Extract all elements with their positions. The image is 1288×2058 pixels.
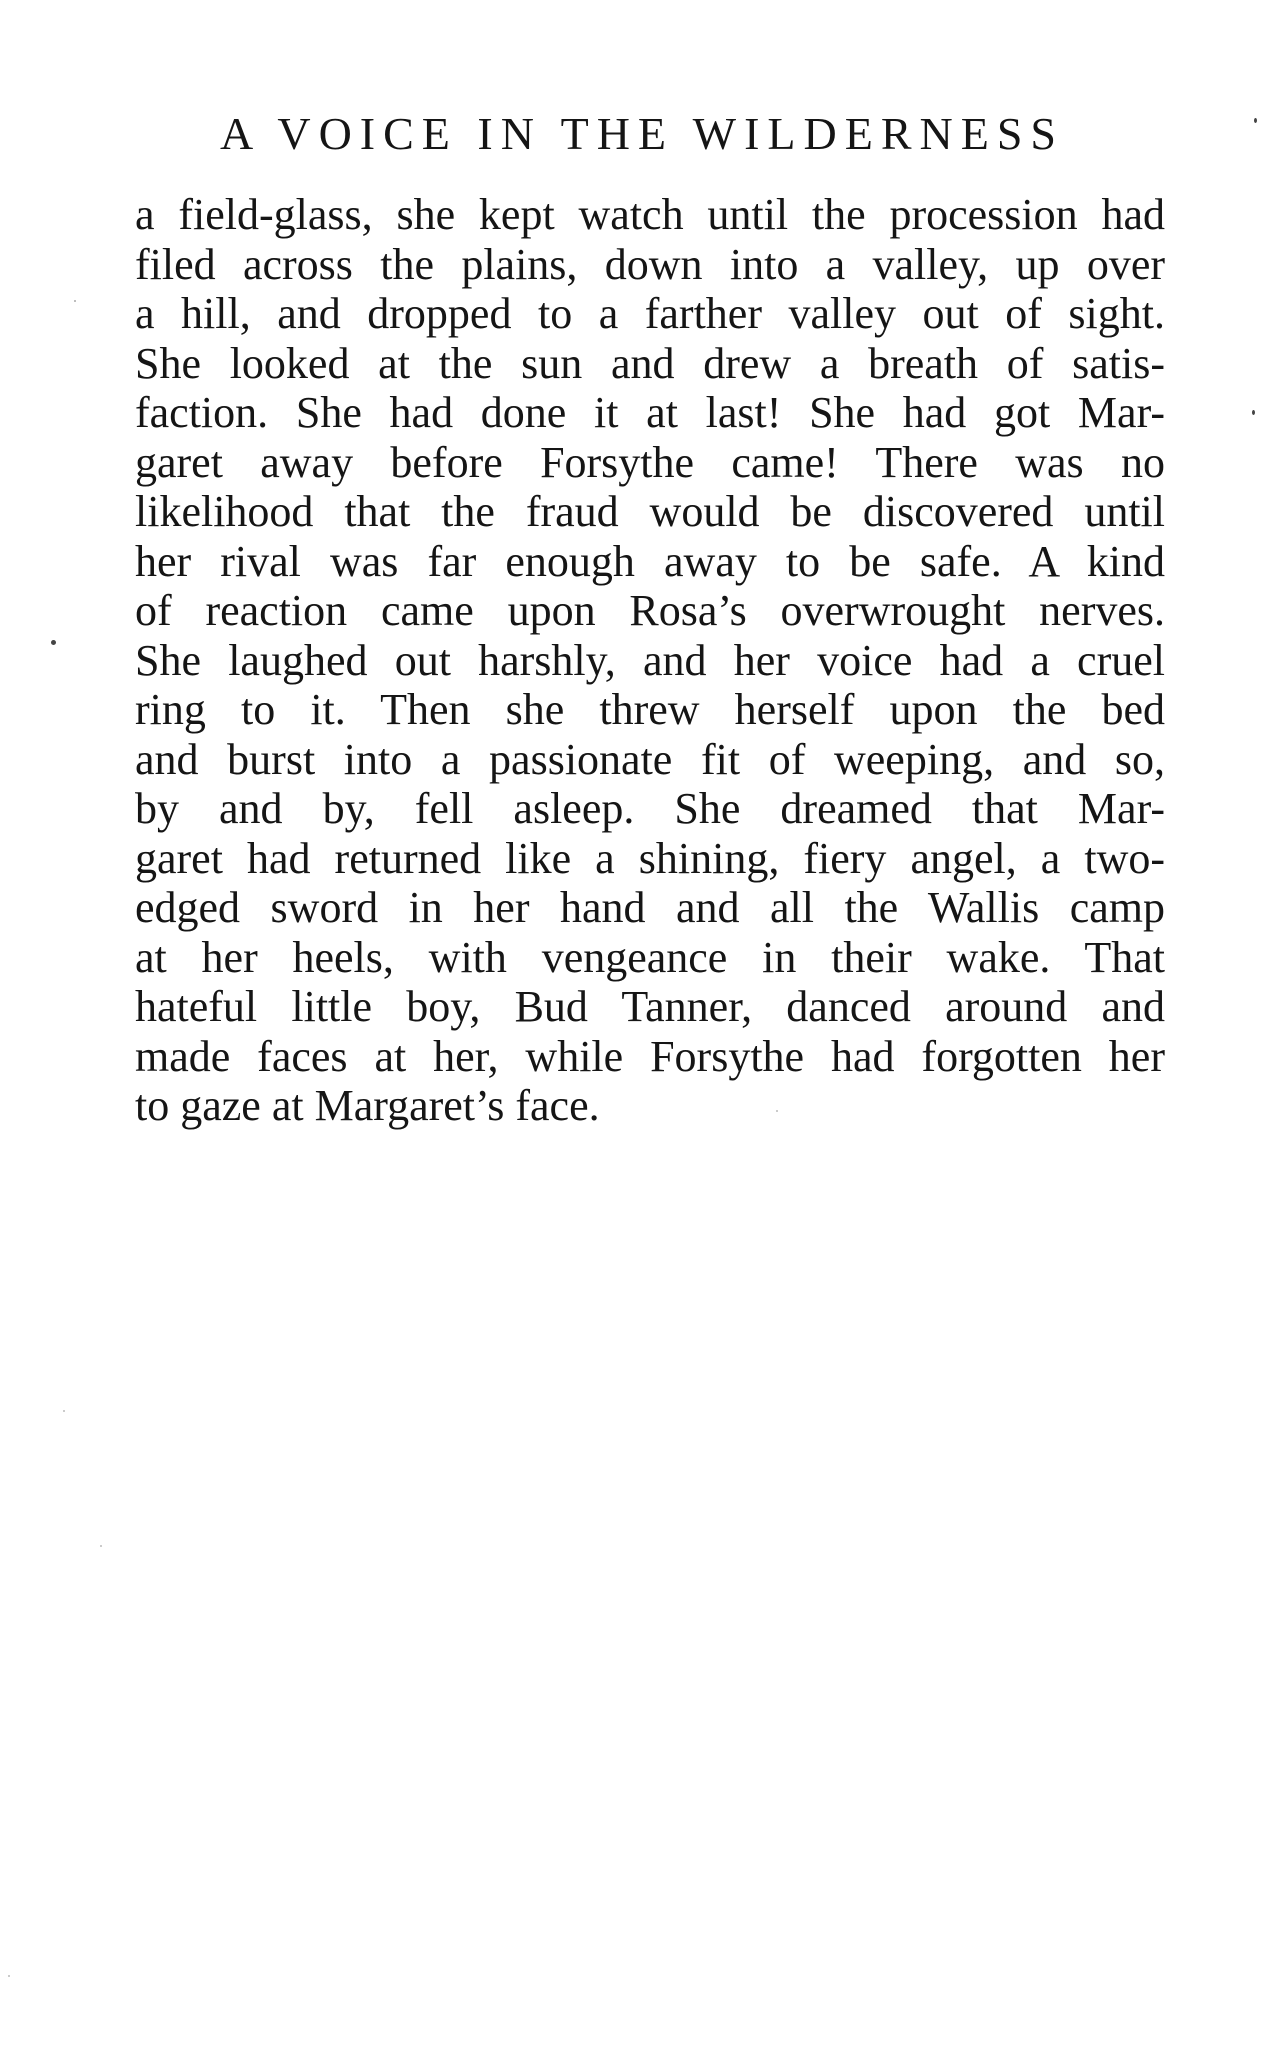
scan-speck bbox=[8, 1975, 10, 1977]
scan-speck bbox=[74, 300, 76, 302]
text-line: ring to it. Then she threw herself upon the bed bbox=[135, 685, 1165, 734]
text-line: likelihood that the fraud would be discovered until bbox=[135, 487, 1165, 536]
text-line: her rival was far enough away to be safe. A kind bbox=[135, 536, 1165, 586]
text-line: made faces at her, while Forsythe had forgotten her bbox=[135, 1031, 1165, 1081]
text-line: a field-glass, she kept watch until the procession had bbox=[135, 190, 1165, 239]
text-line: garet had returned like a shining, fiery angel, a two- bbox=[135, 833, 1165, 883]
text-line: and burst into a passionate fit of weeping, and so, bbox=[135, 734, 1165, 784]
text-line: hateful little boy, Bud Tanner, danced around and bbox=[135, 982, 1165, 1031]
text-line: She laughed out harshly, and her voice had a cruel bbox=[135, 635, 1165, 685]
text-line: edged sword in her hand and all the Wallis camp bbox=[135, 883, 1165, 932]
text-line: faction. She had done it at last! She had got Mar- bbox=[135, 388, 1165, 437]
text-line: garet away before Forsythe came! There was no bbox=[135, 437, 1165, 487]
text-line: of reaction came upon Rosa’s overwrought nerves. bbox=[135, 586, 1165, 635]
scan-speck bbox=[1252, 410, 1255, 415]
scan-speck bbox=[100, 1545, 102, 1547]
scan-speck bbox=[63, 1410, 65, 1412]
scan-speck bbox=[1254, 118, 1257, 123]
running-head: A VOICE IN THE WILDERNESS bbox=[220, 108, 1064, 159]
scan-speck bbox=[51, 640, 56, 645]
text-line: a hill, and dropped to a farther valley out of sight. bbox=[135, 289, 1165, 338]
text-line: at her heels, with vengeance in their wake. That bbox=[135, 932, 1165, 982]
text-line: to gaze at Margaret’s face. bbox=[135, 1081, 600, 1130]
text-line: filed across the plains, down into a valley, up over bbox=[135, 239, 1165, 289]
scan-speck bbox=[776, 1110, 778, 1112]
text-line: by and by, fell asleep. She dreamed that Mar- bbox=[135, 784, 1165, 833]
body-text bbox=[135, 190, 1165, 1131]
text-line: She looked at the sun and drew a breath of satis- bbox=[135, 338, 1165, 388]
